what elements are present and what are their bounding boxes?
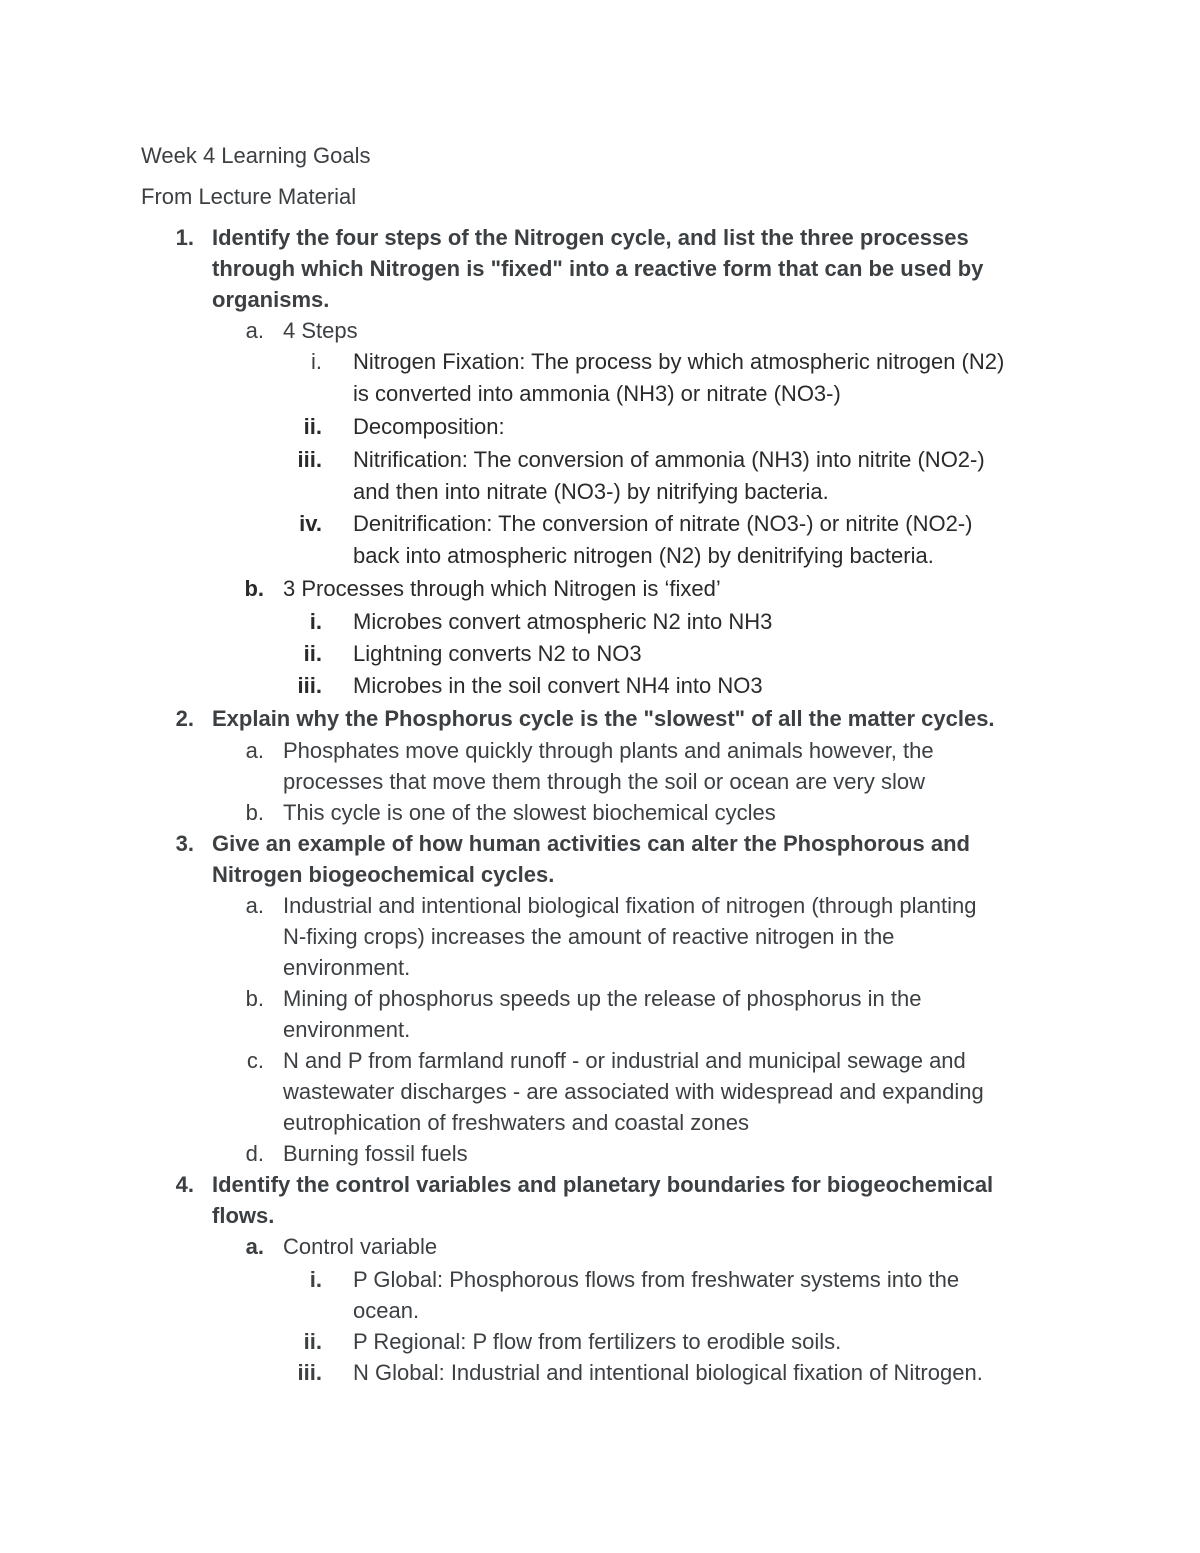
q1-b-marker: b. <box>244 576 264 601</box>
q1-a-ii-line-1: Decomposition: <box>353 414 505 439</box>
q3-c-line-1: N and P from farmland runoff - or industrial and municipal sewage and <box>283 1048 966 1073</box>
q1-a-iv-line-1: Denitrification: The conversion of nitrate (NO3-) or nitrite (NO2-) <box>353 511 973 536</box>
q4-a-text: Control variable <box>283 1234 438 1259</box>
q3-a-marker: a. <box>245 893 264 918</box>
q4-line-2: flows. <box>212 1203 275 1228</box>
q3-d-line-1: Burning fossil fuels <box>283 1141 468 1166</box>
q3-line-2: Nitrogen biogeochemical cycles. <box>212 862 555 887</box>
q1-a-ii-marker: ii. <box>303 414 322 439</box>
q4-line-1: Identify the control variables and planetary boundaries for biogeochemical <box>212 1172 994 1197</box>
q4-a-ii-marker: ii. <box>303 1329 322 1354</box>
q4-a-iii-marker: iii. <box>297 1360 322 1385</box>
q1-b-iii-marker: iii. <box>297 673 322 698</box>
q2-number: 2. <box>175 706 194 731</box>
q2-a-line-2: processes that move them through the soil or ocean are very slow <box>283 769 925 794</box>
q3-a-line-2: N-fixing crops) increases the amount of reactive nitrogen in the <box>283 924 895 949</box>
q1-number: 1. <box>175 225 194 250</box>
q1-b-ii-text: Lightning converts N2 to NO3 <box>353 641 642 666</box>
q4-a-i-line-1: P Global: Phosphorous flows from freshwater systems into the <box>353 1267 960 1292</box>
q2-a-line-1: Phosphates move quickly through plants and animals however, the <box>283 738 934 763</box>
q1-line-1: Identify the four steps of the Nitrogen cycle, and list the three processes <box>212 225 969 250</box>
q3-c-line-3: eutrophication of freshwaters and coastal zones <box>283 1110 749 1135</box>
q1-a-i-line-1: Nitrogen Fixation: The process by which atmospheric nitrogen (N2) <box>353 349 1005 374</box>
q1-b-ii-marker: ii. <box>303 641 322 666</box>
q1-a-iv-marker: iv. <box>299 511 322 536</box>
q3-b-marker: b. <box>245 986 264 1011</box>
q3-d-marker: d. <box>245 1141 264 1166</box>
q1-line-3: organisms. <box>212 287 330 312</box>
q4-a-i-line-2: ocean. <box>353 1298 420 1323</box>
q1-b-i-marker: i. <box>309 609 322 634</box>
q4-a-iii-line-1: N Global: Industrial and intentional biological fixation of Nitrogen. <box>353 1360 983 1385</box>
q3-b-line-2: environment. <box>283 1017 411 1042</box>
q1-line-2: through which Nitrogen is "fixed" into a reactive form that can be used by <box>212 256 984 281</box>
q1-a-iii-line-2: and then into nitrate (NO3-) by nitrifying bacteria. <box>353 479 829 504</box>
q4-number: 4. <box>175 1172 194 1197</box>
q3-a-line-1: Industrial and intentional biological fixation of nitrogen (through planting <box>283 893 977 918</box>
q1-a-i-line-2: is converted into ammonia (NH3) or nitrate (NO3-) <box>353 381 841 406</box>
q2-b-line-1: This cycle is one of the slowest biochemical cycles <box>283 800 776 825</box>
q3-c-marker: c. <box>246 1048 264 1073</box>
q1-a-i-marker: i. <box>311 349 322 374</box>
q1-a-iii-line-1: Nitrification: The conversion of ammonia (NH3) into nitrite (NO2-) <box>353 447 985 472</box>
q1-a-marker: a. <box>245 318 264 343</box>
q2-a-marker: a. <box>245 738 264 763</box>
q1-a-text: 4 Steps <box>283 318 358 343</box>
q1-b-i-text: Microbes convert atmospheric N2 into NH3 <box>353 609 773 634</box>
q1-b-text: 3 Processes through which Nitrogen is ‘fixed’ <box>283 576 721 601</box>
section-heading: From Lecture Material <box>141 184 357 209</box>
q3-c-line-2: wastewater discharges - are associated with widespread and expanding <box>283 1079 984 1104</box>
q4-a-marker: a. <box>245 1234 264 1259</box>
q1-a-iv-line-2: back into atmospheric nitrogen (N2) by denitrifying bacteria. <box>353 543 934 568</box>
q2-b-marker: b. <box>245 800 264 825</box>
q3-number: 3. <box>175 831 194 856</box>
q4-a-i-marker: i. <box>309 1267 322 1292</box>
q4-a-ii-line-1: P Regional: P flow from fertilizers to erodible soils. <box>353 1329 842 1354</box>
doc-title: Week 4 Learning Goals <box>141 143 371 168</box>
q3-a-line-3: environment. <box>283 955 411 980</box>
q1-a-iii-marker: iii. <box>297 447 322 472</box>
q1-b-iii-text: Microbes in the soil convert NH4 into NO3 <box>353 673 763 698</box>
q2-line-1: Explain why the Phosphorus cycle is the "slowest" of all the matter cycles. <box>212 706 995 731</box>
q3-line-1: Give an example of how human activities can alter the Phosphorous and <box>212 831 970 856</box>
q3-b-line-1: Mining of phosphorus speeds up the release of phosphorus in the <box>283 986 922 1011</box>
